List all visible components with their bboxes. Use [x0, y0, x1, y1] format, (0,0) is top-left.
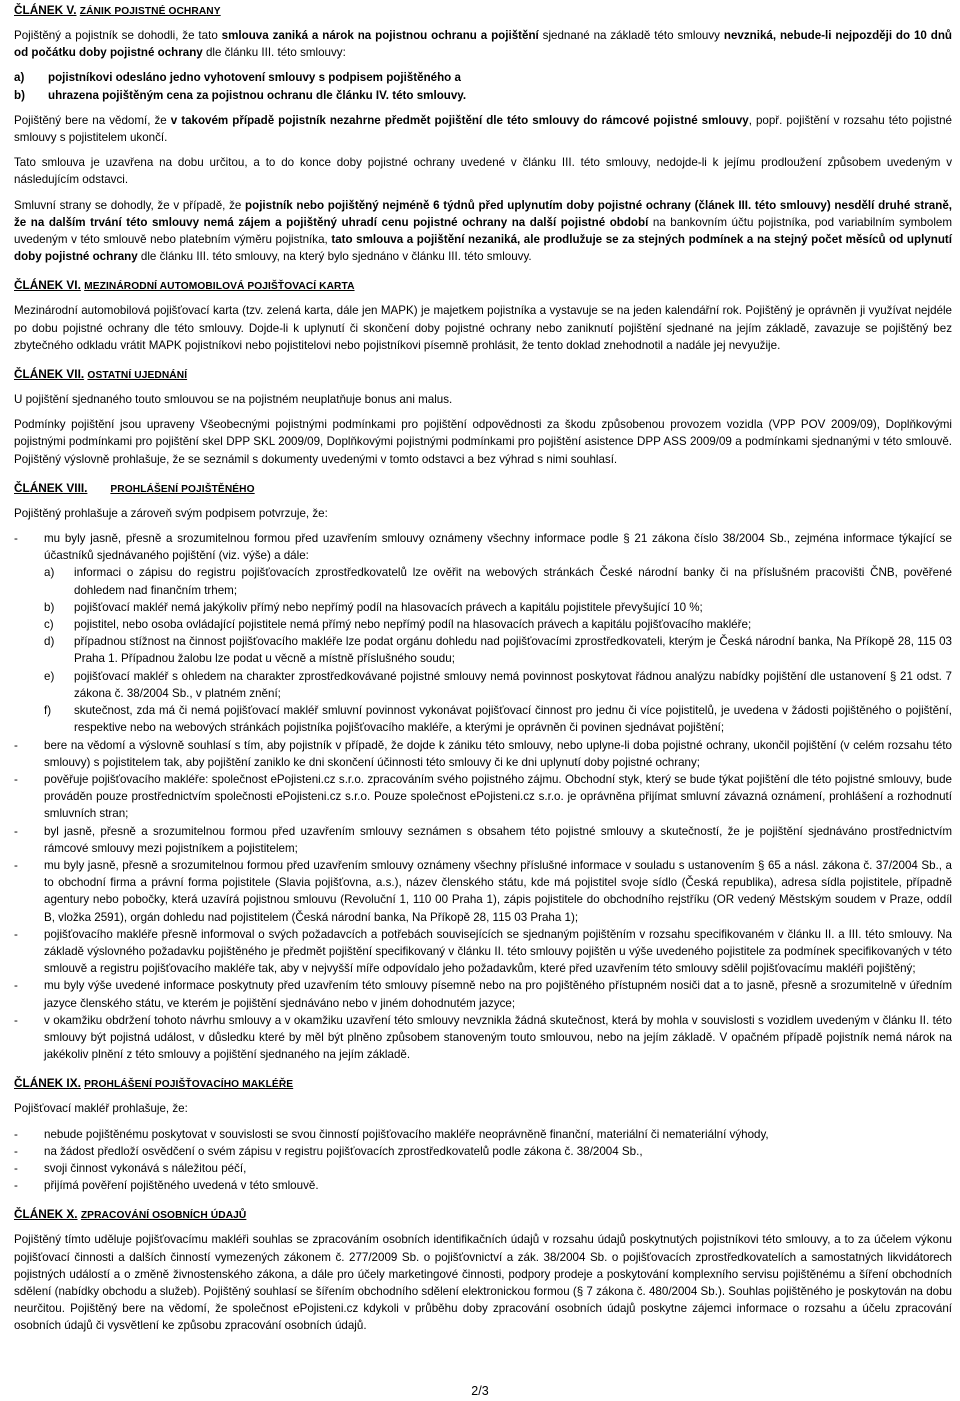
- article-7-paragraph-2: Podmínky pojištění jsou upraveny Všeobecnými pojistnými podmínkami pro pojištění odpovědnosti za škodu způsobenou provozem vozidla (VPP POV 2009/09), Doplňkovými pojistnými podmínkami pro pojištění skel DPP SKL 2009/09, Doplňkovými pojistnými podmínkami pro pojištění asistence DPP ASS 2009/09 a podmínkami sjednanými v této smlouvě. Pojištěný výslovně prohlašuje, že se seznámil s dokumenty uvedenými v tomto odstavci a bez výhrad s nimi souhlasí.: [14, 418, 952, 466]
- article-10-paragraph-1: Pojištěný tímto uděluje pojišťovacímu makléři souhlas se zpracováním osobních identifikačních údajů v rozsahu údajů poskytnutých pojistníkovi této smlouvy, a to za účelem výkonu pojišťovací činnosti a dalších činností vymezených zákonem č. 277/2009 Sb. o pojišťovnictví a zák. 38/2004 Sb. o pojišťovacích zprostředkovatelích a samostatných likvidátorech pojistných událostí a o změně živnostenského zákona, a dále pro účely marketingové činnosti, podpory prodeje a poskytování komplexního servisu pojištěnému a šíření obchodních sdělení (nabídky obchodu a služeb). Pojištěný souhlasí se šířením obchodního sdělení elektronickou formou (§ 7 zákona č. 480/2004 Sb.). Souhlas pojištěného je poskytován na dobu neurčitou. Pojištěný bere na vědomí, že společnost ePojisteni.cz kdykoli v průběhu doby zpracování osobních údajů poskytne zájemci informace o rozsahu a účelu zpracování osobních údajů či vysvětlení ke způsobu zpracování osobních údajů.: [14, 1233, 952, 1333]
- list-item: - přijímá pověření pojištěného uvedená v této smlouvě.: [14, 1179, 319, 1193]
- article-5-number: ČLÁNEK V.: [14, 3, 77, 17]
- article-9-heading: [14, 1075, 952, 1092]
- list-item: - mu byly výše uvedené informace poskytnuty před uzavřením této smlouvy písemně nebo na pro pojištěného přístupném nosiči dat a to jasně, přesně a srozumitelně v úředním jazyce členského státu, ve kterém je pojištění sjednáváno nebo v jiném dohodnutém jazyce;: [14, 979, 952, 1010]
- list-item: - svoji činnost vykonává s náležitou péčí,: [14, 1161, 247, 1175]
- article-7-title: OSTATNÍ UJEDNÁNÍ: [87, 370, 188, 382]
- list-item: - na žádost předloží osvědčení o svém zápisu v registru pojišťovacích zprostředkovatelů podle zákona č. 38/2004 Sb.,: [14, 1144, 643, 1158]
- article-6-number: ČLÁNEK VI.: [14, 278, 81, 293]
- article-10-title: ZPRACOVÁNÍ OSOBNÍCH ÚDAJŮ: [80, 1210, 247, 1222]
- page-number: 2/3: [471, 1384, 489, 1398]
- article-5-conditions-list: [14, 69, 952, 103]
- article-5-paragraph-3: Tato smlouva je uzavřena na dobu určitou, a to do konce doby pojistné ochrany uvedené v článku III. této smlouvy, nedojde-li k jejímu prodloužení způsobem uvedeným v následujícím odstavci.: [14, 156, 952, 187]
- list-item: d) případnou stížnost na činnost pojišťovacího makléře lze podat orgánu dohledu nad pojišťovacími zprostředkovateli, kterým je Česká národní banka, Na Příkopě 28, 115 03 Praha 1. Případnou žalobu lze podat u věcně a místně příslušného soudu;: [44, 635, 952, 666]
- list-item: - mu byly jasně, přesně a srozumitelnou formou před uzavřením smlouvy oznámeny všechny příslušné informace v souladu s ustanovením § 65 a násl. zákona č. 37/2004 Sb., a to obchodní firma a právní forma pojistitele (Slavia pojišťovna, a.s.), název členského státu, kde má pojistitel svoje sídlo (Česká republika), adresa sídla pojistitele, případně agentury nebo pobočky, která uzavírá pojistnou smlouvu (Revoluční 1, 110 00 Praha 1), zápis pojistitele do obchodního rejstříku (OR vedený Městským soudem v Praze, oddíl B, vložka 2591), orgán dohledu nad pojistitelem (Česká národní banka, Na Příkopě 28, 115 03 Praha 1);: [14, 858, 952, 924]
- article-9-number: ČLÁNEK IX.: [14, 1076, 81, 1091]
- list-item: a) pojistníkovi odesláno jedno vyhotovení smlouvy s podpisem pojištěného a: [14, 71, 461, 85]
- article-5-paragraph-2: Pojištěný bere na vědomí, že v takovém případě pojistník nezahrne předmět pojištění dle této smlouvy do rámcové pojistné smlouvy, popř. pojištění v rozsahu této pojistné smlouvy s pojistitelem ukončí.: [14, 113, 953, 145]
- list-item: - pověřuje pojišťovacího makléře: společnost ePojisteni.cz s.r.o. zpracováním svého pojistného zájmu. Obchodní styk, který se bude týkat pojištění dle této pojistné smlouvy, bude prováděn pouze prostřednictvím společnosti ePojisteni.cz s.r.o. Pouze společnost ePojisteni.cz s.r.o. je oprávněna přijímat smluvní závazná oznámení, prohlášení a rozhodnutí smluvních stran;: [14, 772, 952, 821]
- article-8-declarations-list: [14, 530, 952, 1063]
- article-8-number: ČLÁNEK VIII.: [14, 480, 88, 495]
- article-10-heading: [14, 1206, 952, 1223]
- article-9-declarations-list: [14, 1126, 952, 1195]
- list-item: - v okamžiku obdržení tohoto návrhu smlouvy a v okamžiku uzavření této smlouvy nevznikla žádná skutečnost, která by mohla v souvislosti s vozidlem uvedeným v článku II. této smlouvy být pojistná událost, v důsledku které by měl být plněno způsobem stanoveným touto smlouvou, nebo na jejím základě. V opačném případě pojistník nemá nárok na jakékoliv plnění z této smlouvy a pojištění sjednaného na jejím základě.: [14, 1013, 952, 1062]
- list-item: e) pojišťovací makléř s ohledem na charakter zprostředkovávané pojistné smlouvy nemá povinnost poskytovat řádnou analýzu nabídky pojištění dle ustanovení § 21 odst. 7 zákona č. 38/2004 Sb., v platném znění;: [44, 669, 952, 700]
- article-5-paragraph-1: Pojištěný a pojistník se dohodli, že tato smlouva zaniká a nárok na pojistnou ochranu a pojištění sjednané na základě této smlouvy nevzniká, nebude-li nejpozději do 10 dnů od počátku doby pojistné ochrany dle článku III. této smlouvy:: [14, 29, 953, 60]
- article-6-heading: [14, 277, 952, 294]
- list-item: b) pojišťovací makléř nemá jakýkoliv přímý nebo nepřímý podíl na hlasovacích právech a kapitálu pojistitele převyšující 10 %;: [44, 600, 703, 614]
- article-10-number: ČLÁNEK X.: [14, 1207, 78, 1222]
- list-item: c) pojistitel, nebo osoba ovládající pojistitele nemá přímý nebo nepřímý podíl na hlasovacích právech a kapitálu pojišťovacího makléře;: [44, 618, 752, 632]
- article-6-title: MEZINÁRODNÍ AUTOMOBILOVÁ POJIŠŤOVACÍ KARTA: [84, 281, 355, 293]
- list-item: - pojišťovacího makléře přesně informoval o svých požadavcích a potřebách souvisejících se sjednaným pojištěním v rozsahu specifikovaném v článku II. a III. této smlouvy. Na základě výslovného požadavku pojištěného je předmět pojištění specifikovaný v článku II. této smlouvy pojištěn u výše uvedeného pojistitele za podmínek specifikovaných v této smlouvě a registru pojišťovacího makléře tak, aby v nejvyšší míře odpovídalo jeho požadavkům, které před uzavřením této smlouvy sdělil pojišťovacímu makléři pojištěný;: [14, 927, 952, 976]
- article-9-intro: Pojišťovací makléř prohlašuje, že:: [14, 1102, 188, 1116]
- article-7-paragraph-1: U pojištění sjednaného touto smlouvou se na pojistném neuplatňuje bonus ani malus.: [14, 393, 453, 407]
- article-5-paragraph-4: Smluvní strany se dohodly, že v případě, že pojistník nebo pojištěný nejméně 6 týdnů před uplynutím doby pojistné ochrany (článek III. této smlouvy) nesdělí druhé straně, že na dalším trvání této smlouvy nemá zájem a pojištěný uhradí cenu pojistné ochrany na další pojistné období na bankovním účtu pojistníka, pod variabilním symbolem uvedeným v této smlouvě nebo platebním výměru pojistníka, tato smlouva a pojištění nezaniká, ale prodlužuje se za stejných podmínek a na stejný počet měsíců od uplynutí doby pojistné ochrany dle článku III. této smlouvy, na který bylo sjednáno v článku III. této smlouvy.: [14, 198, 953, 264]
- list-item: - mu byly jasně, přesně a srozumitelnou formou před uzavřením smlouvy oznámeny všechny informace podle § 21 zákona číslo 38/2004 Sb., zejména informace týkající se účastníků sjednávaného pojištění (viz. výše) a dále: a) informaci o zápisu do registru pojišťovacích zprostředkovatelů lze ověřit na webových stránkách České národní banky či na příslušném pracovišti ČNB, pověřené dohledem nad finančním trhem; b) pojišťovací makléř nemá jakýkoliv přímý nebo nepřímý podíl na hlasovacích právech a kapitálu pojistitele převyšující 10 %; c) pojistitel, nebo osoba ovládající pojistitele nemá přímý nebo nepřímý podíl na hlasovacích právech a kapitálu pojišťovacího makléře; d) případnou stížnost na činnost pojišťovacího makléře lze podat orgánu dohledu nad pojišťovacími zprostředkovateli, kterým je Česká národní banka, Na Příkopě 28, 115 03 Praha 1. Případnou žalobu lze podat u věcně a místně příslušného soudu; e) pojišťovací makléř s ohledem na charakter zprostředkovávané pojistné smlouvy nemá povinnost poskytovat řádnou analýzu nabídky pojištění dle ustanovení § 21 odst. 7 zákona č. 38/2004 Sb., v platném znění; f) skutečnost, zda má či nemá pojišťovací makléř smluvní povinnost vykonávat pojišťovací činnost pro jednu či více pojistitelů, je uvedena v žádosti pojištěného o pojištění, respektive nebo na webových stránkách pojistníka pojišťovacího makléře, a kterými je oprávněn či povinen sjednávat pojištění;: [14, 530, 952, 736]
- article-8-title: PROHLÁŠENÍ POJIŠTĚNÉHO: [110, 483, 255, 495]
- list-item: b) uhrazena pojištěným cena za pojistnou ochranu dle článku IV. této smlouvy.: [14, 88, 467, 102]
- document-page: [14, 2, 952, 1335]
- list-item: - byl jasně, přesně a srozumitelnou formou před uzavřením smlouvy seznámen s obsahem této pojistné smlouvy a skutečností, že je pojištění sjednáváno prostřednictvím rámcové smlouvy mezi pojistníkem a pojistitelem;: [14, 824, 952, 855]
- article-9-title: PROHLÁŠENÍ POJIŠŤOVACÍHO MAKLÉŘE: [84, 1079, 294, 1091]
- article-7-number: ČLÁNEK VII.: [14, 367, 85, 382]
- list-item: - bere na vědomí a výslovně souhlasí s tím, aby pojistník v případě, že dojde k zániku této smlouvy, nebo uplyne-li doba pojistné ochrany, ukončil pojištění (v celém rozsahu této smlouvy) s pojistitelem tak, aby pojištění zaniklo ke dni skončení účinnosti této smlouvy či ke dni uplynutí doby pojistné ochrany;: [14, 738, 952, 769]
- article-5-title: ZÁNIK POJISTNÉ OCHRANY: [79, 6, 221, 17]
- article-8-heading: [14, 480, 952, 497]
- article-8-sublist: [44, 564, 952, 736]
- article-5-heading: [14, 2, 952, 19]
- list-item: a) informaci o zápisu do registru pojišťovacích zprostředkovatelů lze ověřit na webových stránkách České národní banky či na příslušném pracovišti ČNB, pověřené dohledem nad finančním trhem;: [44, 566, 952, 597]
- article-7-heading: [14, 366, 952, 383]
- list-item: - nebude pojištěnému poskytovat v souvislosti se svou činností pojišťovacího makléře neoprávněně finanční, materiální či nemateriální výhody,: [14, 1127, 769, 1141]
- article-8-intro: Pojištěný prohlašuje a zároveň svým podpisem potvrzuje, že:: [14, 506, 328, 520]
- list-item: f) skutečnost, zda má či nemá pojišťovací makléř smluvní povinnost vykonávat pojišťovací činnost pro jednu či více pojistitelů, je uvedena v žádosti pojištěného o pojištění, respektive nebo na webových stránkách pojistníka pojišťovacího makléře, a kterými je oprávněn či povinen sjednávat pojištění;: [44, 704, 952, 735]
- article-6-paragraph-1: Mezinárodní automobilová pojišťovací karta (tzv. zelená karta, dále jen MAPK) je majetkem pojistníka a vystavuje se na jeden kalendářní rok. Pojištěný je oprávněn ji využívat nejdéle po dobu pojistné ochrany dle této smlouvy. Dojde-li k uplynutí či skončení doby pojistné ochrany nebo zaniknutí pojištění sjednané na jejím základě, zavazuje se pojištěný bez zbytečného odkladu vrátit MAPK pojistníkovi nebo pojistitelovi nebo pojistníkovi písemně prohlásit, že tento doklad znehodnotil a nadále jej nevyužije.: [14, 304, 952, 352]
